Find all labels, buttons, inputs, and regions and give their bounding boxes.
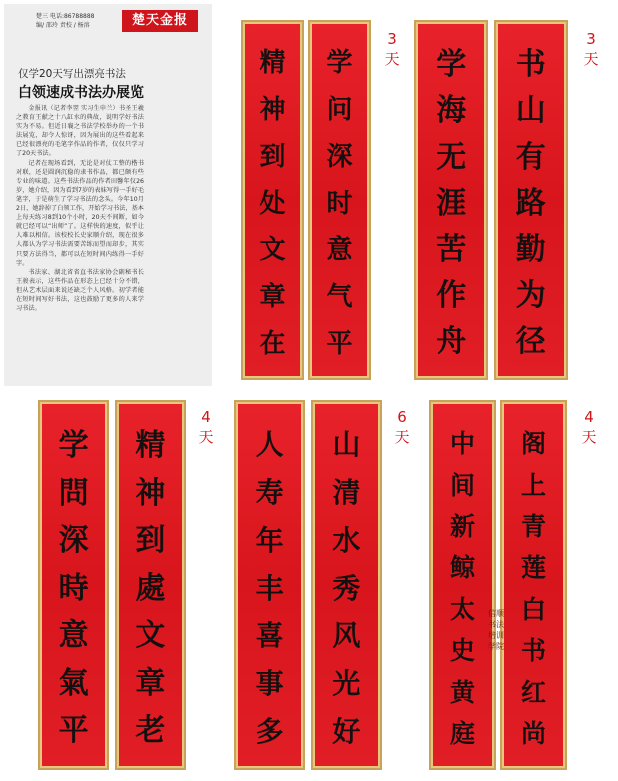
- article-paragraph: 记者在现场看到，无论是对仗工整的楷书对联，还是圆润沉稳的隶书作品，都已颇有些专业的味道。这些书法作品的作者田馨年仅26岁，她介绍，因为看到7岁的表妹写得一手好毛笔字，于是萌生了学习书法的念头。今年10月2日，她辞掉了白领工作，开始学习书法，基本上每天练习8到10个小时，20天不间断，如今就已经可以“出师”了。这样快的速度，似乎让人难以相信。该校校长史家顺介绍，现在很多人都认为学习书法需要苦练而望而却步，其实只要方法得当，都可以在短时间内练得一手好字。: [16, 159, 144, 267]
- calligraphy-character: 神: [259, 95, 286, 126]
- calligraphy-character: 舟: [436, 323, 467, 359]
- calligraphy-character: 好: [332, 715, 361, 749]
- calligraphy-character: 时: [326, 188, 353, 219]
- scroll-characters: [40, 428, 107, 748]
- masthead: 楚天金报: [122, 10, 198, 32]
- scroll-characters: [502, 431, 564, 746]
- calligraphy-character: 章: [135, 665, 166, 701]
- scroll-characters: [496, 47, 566, 359]
- calligraphy-character: 光: [332, 667, 361, 701]
- couplet-scroll-left: [429, 400, 495, 770]
- calligraphy-character: 学: [326, 48, 353, 79]
- calligraphy-character: 深: [58, 523, 89, 559]
- calligraphy-character: 文: [259, 235, 286, 266]
- calligraphy-character: 年: [255, 523, 284, 557]
- calligraphy-character: 老: [135, 712, 166, 748]
- couplet-top-middle: [232, 14, 380, 386]
- scroll-characters: [117, 428, 184, 748]
- calligraphy-character: 寿: [255, 476, 284, 510]
- calligraphy-character: 径: [515, 323, 546, 359]
- newspaper-clipping: [4, 4, 212, 386]
- calligraphy-character: 處: [135, 570, 166, 606]
- scroll-characters: [243, 48, 302, 359]
- calligraphy-character: 尚: [520, 719, 546, 748]
- calligraphy-character: 上: [520, 470, 546, 500]
- article-kicker: 仅学20天写出漂亮书法: [18, 68, 126, 80]
- calligraphy-character: 到: [135, 523, 166, 559]
- days-label: [394, 408, 410, 447]
- scroll-characters: [431, 431, 493, 746]
- signature-seal: 信顺书法培训学院: [488, 609, 504, 651]
- days-unit: 天: [394, 428, 410, 446]
- days-label: [384, 30, 400, 69]
- calligraphy-character: 作: [436, 277, 467, 313]
- scroll-characters: [416, 47, 486, 359]
- couplet-scroll-right: [311, 400, 382, 770]
- article-body: [16, 104, 144, 313]
- days-label: [580, 408, 598, 447]
- calligraphy-character: 時: [58, 570, 89, 606]
- couplet-scroll-right: [500, 400, 566, 770]
- calligraphy-character: 平: [326, 328, 353, 359]
- calligraphy-character: 黄: [450, 677, 476, 707]
- days-number: 4: [201, 408, 211, 426]
- calligraphy-character: 精: [259, 48, 286, 79]
- couplet-scroll-left: [414, 20, 488, 380]
- calligraphy-character: 涯: [436, 185, 467, 221]
- days-unit: 天: [583, 50, 599, 68]
- calligraphy-character: 山: [515, 93, 546, 129]
- calligraphy-character: 学: [436, 47, 467, 83]
- calligraphy-character: 深: [326, 141, 353, 172]
- days-number: 3: [387, 30, 397, 48]
- couplet-bottom-right: [420, 394, 576, 776]
- couplet-bottom-left: [28, 394, 196, 776]
- calligraphy-character: 太: [450, 594, 476, 624]
- calligraphy-character: 秀: [332, 571, 361, 605]
- days-number: 6: [397, 408, 407, 426]
- calligraphy-character: 白: [520, 594, 546, 624]
- calligraphy-character: 在: [259, 328, 286, 359]
- calligraphy-character: 山: [332, 428, 361, 462]
- scroll-characters: [310, 48, 369, 359]
- calligraphy-character: 清: [332, 476, 361, 510]
- calligraphy-character: 章: [259, 281, 286, 312]
- days-unit: 天: [198, 428, 214, 446]
- calligraphy-character: 到: [259, 141, 286, 172]
- editors-line: 编/ 邵玲 责校 / 杨溶: [36, 22, 90, 29]
- couplet-top-right: [404, 14, 578, 386]
- calligraphy-character: 为: [515, 277, 546, 313]
- calligraphy-character: 氣: [58, 665, 89, 701]
- article-paragraph: 金报讯（记者李翌 实习生申兰）书圣王羲之教育王献之十八缸水的典故，说明学好书法实为不易。但近日襄之书法学校举办的一个书法展览，却令人惊讶，因为展出的这些看起来已经很漂亮的毛笔字作品的作者，仅仅只学习了20天书法。: [16, 105, 144, 158]
- calligraphy-character: 有: [515, 139, 546, 175]
- couplet-scroll-right: [115, 400, 186, 770]
- calligraphy-character: 精: [135, 428, 166, 464]
- clipping-header: [4, 4, 212, 36]
- calligraphy-character: 书: [515, 47, 546, 83]
- calligraphy-character: 丰: [255, 571, 284, 605]
- scroll-characters: [313, 428, 380, 749]
- calligraphy-character: 鲸: [450, 553, 476, 583]
- calligraphy-character: 新: [450, 512, 476, 542]
- calligraphy-character: 中: [450, 429, 476, 459]
- calligraphy-character: 处: [259, 188, 286, 219]
- calligraphy-character: 青: [520, 512, 546, 542]
- couplet-scroll-left: [38, 400, 109, 770]
- calligraphy-character: 气: [326, 281, 353, 312]
- article-paragraph: 书法家、湖北省省直书法家协会副秘书长王骏表示，这些作品在形态上已经十分不错，但从艺术层面来说还缺乏个人风格。初学者能在短时间写好书法，这也鼓励了更多的人来学习书法。: [16, 268, 144, 313]
- calligraphy-character: 莲: [520, 553, 546, 583]
- couplet-scroll-left: [241, 20, 304, 380]
- calligraphy-character: 书: [520, 636, 546, 666]
- calligraphy-character: 文: [135, 618, 166, 654]
- calligraphy-character: 勤: [515, 231, 546, 267]
- calligraphy-character: 苦: [436, 231, 467, 267]
- calligraphy-character: 史: [450, 636, 476, 666]
- days-label: [582, 30, 600, 69]
- couplet-scroll-left: [234, 400, 305, 770]
- days-label: [198, 408, 214, 447]
- calligraphy-character: 人: [255, 428, 284, 462]
- couplet-scroll-right: [308, 20, 371, 380]
- calligraphy-character: 平: [58, 712, 89, 748]
- calligraphy-character: 风: [332, 619, 361, 653]
- days-number: 3: [586, 30, 596, 48]
- days-number: 4: [584, 408, 594, 426]
- calligraphy-character: 路: [515, 185, 546, 221]
- calligraphy-character: 問: [58, 475, 89, 511]
- page-label: 楚三: [36, 13, 49, 20]
- calligraphy-character: 学: [58, 428, 89, 464]
- calligraphy-character: 阁: [520, 429, 546, 459]
- days-unit: 天: [581, 428, 597, 446]
- article-headline: 白领速成书法办展览: [18, 85, 144, 101]
- calligraphy-character: 喜: [255, 619, 284, 653]
- calligraphy-character: 水: [332, 523, 361, 557]
- calligraphy-character: 海: [436, 93, 467, 129]
- couplet-bottom-middle: [224, 394, 392, 776]
- days-unit: 天: [384, 50, 400, 68]
- calligraphy-character: 庭: [450, 719, 476, 748]
- scroll-characters: [236, 428, 303, 749]
- calligraphy-character: 问: [326, 95, 353, 126]
- couplet-scroll-right: [494, 20, 568, 380]
- calligraphy-character: 间: [450, 470, 476, 500]
- calligraphy-character: 多: [255, 715, 284, 749]
- calligraphy-character: 意: [58, 618, 89, 654]
- calligraphy-character: 意: [326, 235, 353, 266]
- calligraphy-character: 神: [135, 475, 166, 511]
- calligraphy-character: 事: [255, 667, 284, 701]
- calligraphy-character: 无: [436, 139, 467, 175]
- calligraphy-character: 红: [520, 677, 546, 707]
- contact-line: 电话:86788888: [49, 13, 95, 20]
